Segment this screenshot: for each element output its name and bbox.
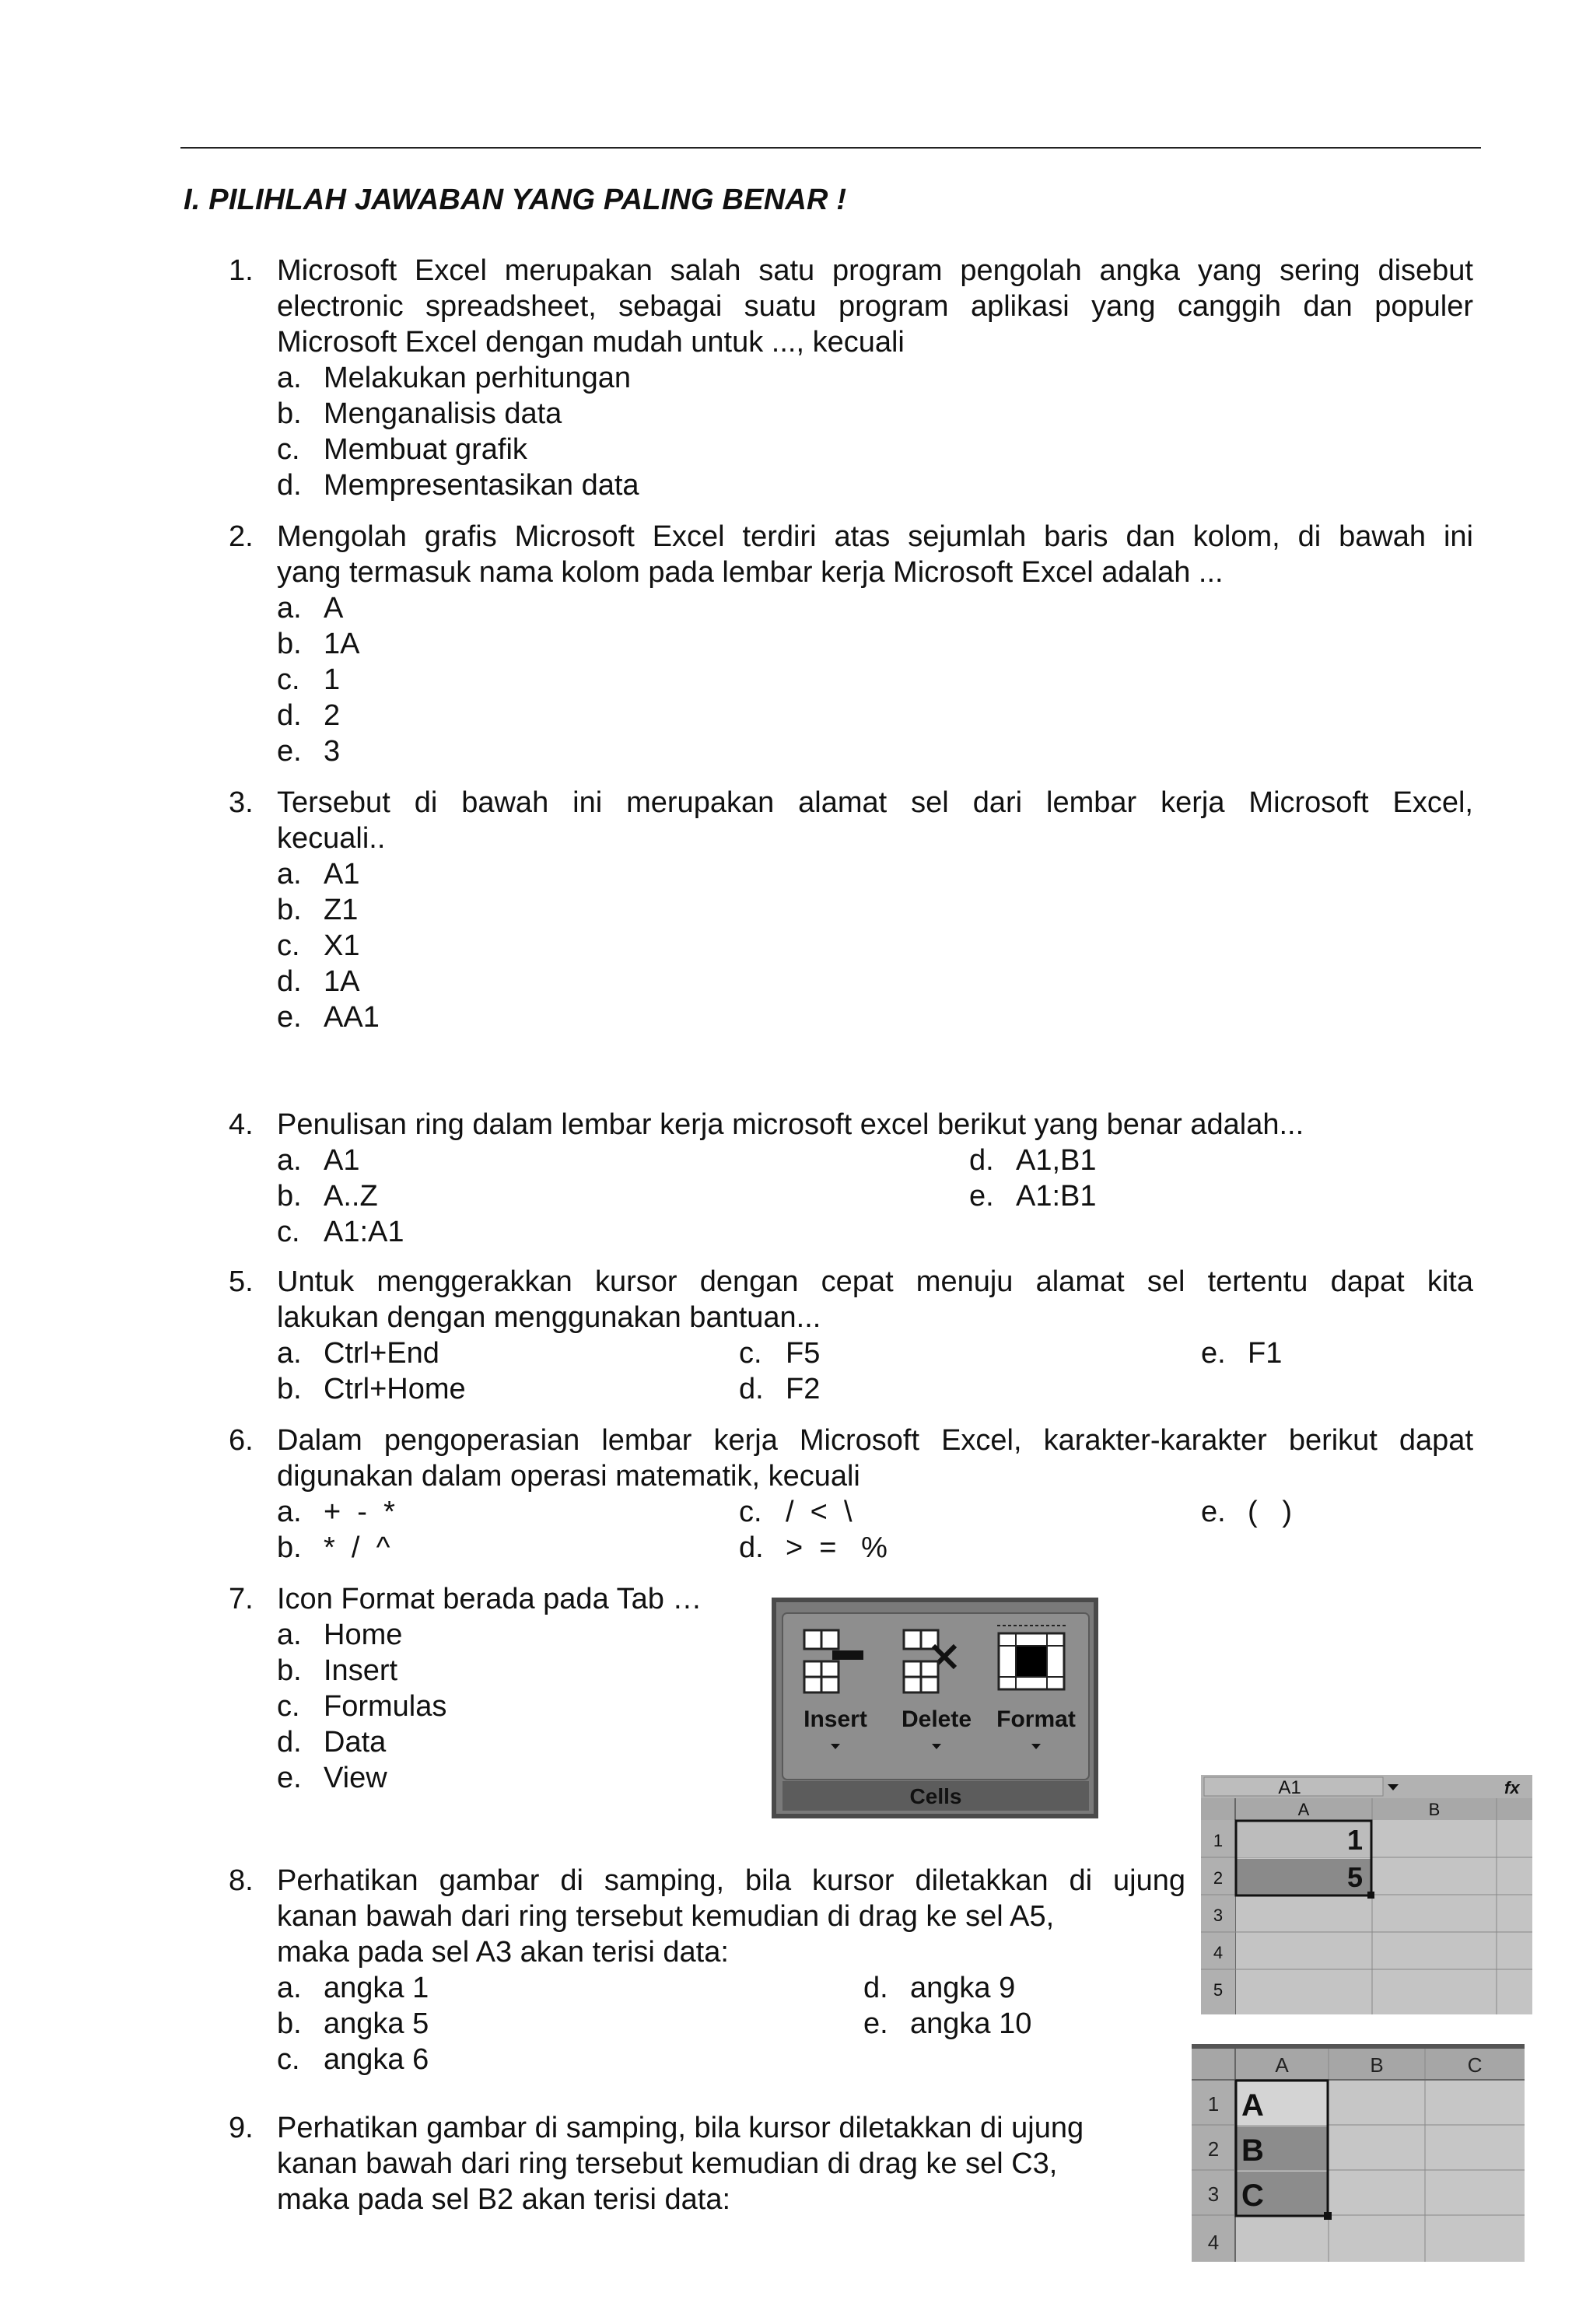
fx-icon[interactable]: fx [1504,1778,1520,1797]
option-5d[interactable]: d. F2 [739,1373,821,1405]
option-3a[interactable]: a. A1 [277,858,360,891]
sheet-q8-image [1201,1775,1532,2014]
option-2d[interactable]: d. 2 [277,699,341,732]
column-header-row [1201,1798,1532,1820]
option-3e[interactable]: e. AA1 [277,1001,380,1034]
question-number: 6. [229,1424,254,1457]
option-7e[interactable]: e. View [277,1762,387,1794]
insert-label: Insert [804,1706,867,1732]
option-8a[interactable]: a. angka 1 [277,1972,429,2004]
top-rule [180,147,1481,149]
option-6c[interactable]: c. / < \ [739,1496,853,1528]
fill-handle[interactable] [1324,2212,1332,2220]
row-header-2[interactable]: 2 [1207,2137,1220,2161]
option-8c[interactable]: c. angka 6 [277,2043,429,2076]
cell-a1-value: 1 [1346,1824,1363,1856]
question-number: 5. [229,1265,254,1298]
option-2e[interactable]: e. 3 [277,735,341,768]
fill-handle[interactable] [1367,1892,1374,1899]
question-stem: Untuk menggerakkan kursor dengan cepat menuju alamat sel tertentu dapat kita lakukan dengan menggunakan bantuan... [277,1265,1473,1334]
row-header-1[interactable]: 1 [1207,2092,1220,2116]
option-7a[interactable]: a. Home [277,1619,403,1651]
row-header-2[interactable]: 2 [1213,1868,1224,1888]
option-1c[interactable]: c. Membuat grafik [277,433,527,466]
row-header-3[interactable]: 3 [1213,1906,1224,1925]
format-cells-icon [997,1626,1067,1689]
option-4b[interactable]: b. A..Z [277,1180,378,1213]
delete-label: Delete [901,1706,972,1732]
col-header-b[interactable]: B [1370,2053,1384,2077]
option-1a[interactable]: a. Melakukan perhitungan [277,362,632,394]
option-2b[interactable]: b. 1A [277,628,360,660]
question-stem: Tersebut di bawah ini merupakan alamat sel dari lembar kerja Microsoft Excel, kecuali.. [277,786,1473,855]
option-6e[interactable]: e. ( ) [1201,1496,1292,1528]
cell-a1-value: A [1241,2088,1264,2123]
option-2a[interactable]: a. A [277,592,344,625]
option-1d[interactable]: d. Mempresentasikan data [277,469,639,502]
option-3d[interactable]: d. 1A [277,965,360,998]
question-stem: Perhatikan gambar di samping, bila kursor diletakkan di ujung kanan bawah dari ring tersebut kemudian di drag ke sel A5, maka pada sel A3 akan terisi data: [277,1864,1185,1969]
option-4d[interactable]: d. A1,B1 [969,1144,1097,1177]
col-header-a[interactable]: A [1297,1800,1310,1819]
cells-group-image [772,1598,1098,1818]
option-4a[interactable]: a. A1 [277,1144,360,1177]
question-number: 1. [229,254,254,287]
option-7b[interactable]: b. Insert [277,1654,398,1687]
option-4c[interactable]: c. A1:A1 [277,1216,404,1248]
question-number: 8. [229,1864,254,1897]
row-header-4[interactable]: 4 [1213,1943,1224,1962]
cells-caption: Cells [909,1784,962,1808]
option-5e[interactable]: e. F1 [1201,1337,1283,1370]
option-3b[interactable]: b. Z1 [277,894,359,926]
col-header-b[interactable]: B [1428,1800,1441,1819]
option-7d[interactable]: d. Data [277,1726,387,1759]
question-stem: Perhatikan gambar di samping, bila kursor diletakkan di ujung kanan bawah dari ring tersebut kemudian di drag ke sel C3, maka pada sel B2 akan terisi data: [277,2112,1084,2216]
row-header-3[interactable]: 3 [1207,2182,1220,2206]
question-number: 4. [229,1108,254,1141]
cell-a2-value: 5 [1346,1861,1363,1893]
question-number: 2. [229,520,254,553]
question-stem: Mengolah grafis Microsoft Excel terdiri atas sejumlah baris dan kolom, di bawah ini yang termasuk nama kolom pada lembar kerja Microsoft Excel adalah ... [277,520,1473,589]
sheet-q9-svg [1192,2044,1525,2262]
sheet-q8-svg [1201,1775,1532,2014]
option-6d[interactable]: d. > = % [739,1531,888,1564]
row-header-1[interactable]: 1 [1213,1831,1224,1850]
cells-group-svg [772,1598,1098,1818]
question-stem: Icon Format berada pada Tab … [277,1583,702,1615]
option-5c[interactable]: c. F5 [739,1337,821,1370]
option-7c[interactable]: c. Formulas [277,1690,447,1723]
option-8e[interactable]: e. angka 10 [863,2007,1032,2040]
question-number: 9. [229,2112,254,2144]
option-3c[interactable]: c. X1 [277,929,360,962]
row-header-4[interactable]: 4 [1207,2231,1220,2254]
col-header-c[interactable]: C [1467,2053,1483,2077]
option-8b[interactable]: b. angka 5 [277,2007,429,2040]
option-6b[interactable]: b. * / ^ [277,1531,390,1564]
section-heading: I. PILIHLAH JAWABAN YANG PALING BENAR ! [184,184,847,216]
option-1b[interactable]: b. Menganalisis data [277,397,562,430]
sheet-q9-image [1192,2044,1525,2262]
option-8d[interactable]: d. angka 9 [863,1972,1016,2004]
option-2c[interactable]: c. 1 [277,663,341,696]
option-6a[interactable]: a. + - * [277,1496,395,1528]
question-number: 7. [229,1583,254,1615]
option-5a[interactable]: a. Ctrl+End [277,1337,439,1370]
question-number: 3. [229,786,254,819]
row-header-5[interactable]: 5 [1213,1980,1224,2000]
format-label: Format [996,1706,1076,1732]
cell-a2-value: B [1241,2133,1264,2168]
option-5b[interactable]: b. Ctrl+Home [277,1373,466,1405]
question-stem: Dalam pengoperasian lembar kerja Microsoft Excel, karakter-karakter berikut dapat digunakan dalam operasi matematik, kecuali [277,1424,1473,1493]
name-box-value: A1 [1278,1777,1301,1798]
cell-a3-value: C [1241,2179,1264,2213]
question-stem: Penulisan ring dalam lembar kerja microsoft excel berikut yang benar adalah... [277,1108,1304,1141]
question-stem: Microsoft Excel merupakan salah satu program pengolah angka yang sering disebut electronic spreadsheet, sebagai suatu program aplikasi yang canggih dan populer Microsoft Excel dengan mudah untuk ..., kecuali [277,254,1473,359]
col-header-a[interactable]: A [1275,2053,1289,2077]
option-4e[interactable]: e. A1:B1 [969,1180,1097,1213]
